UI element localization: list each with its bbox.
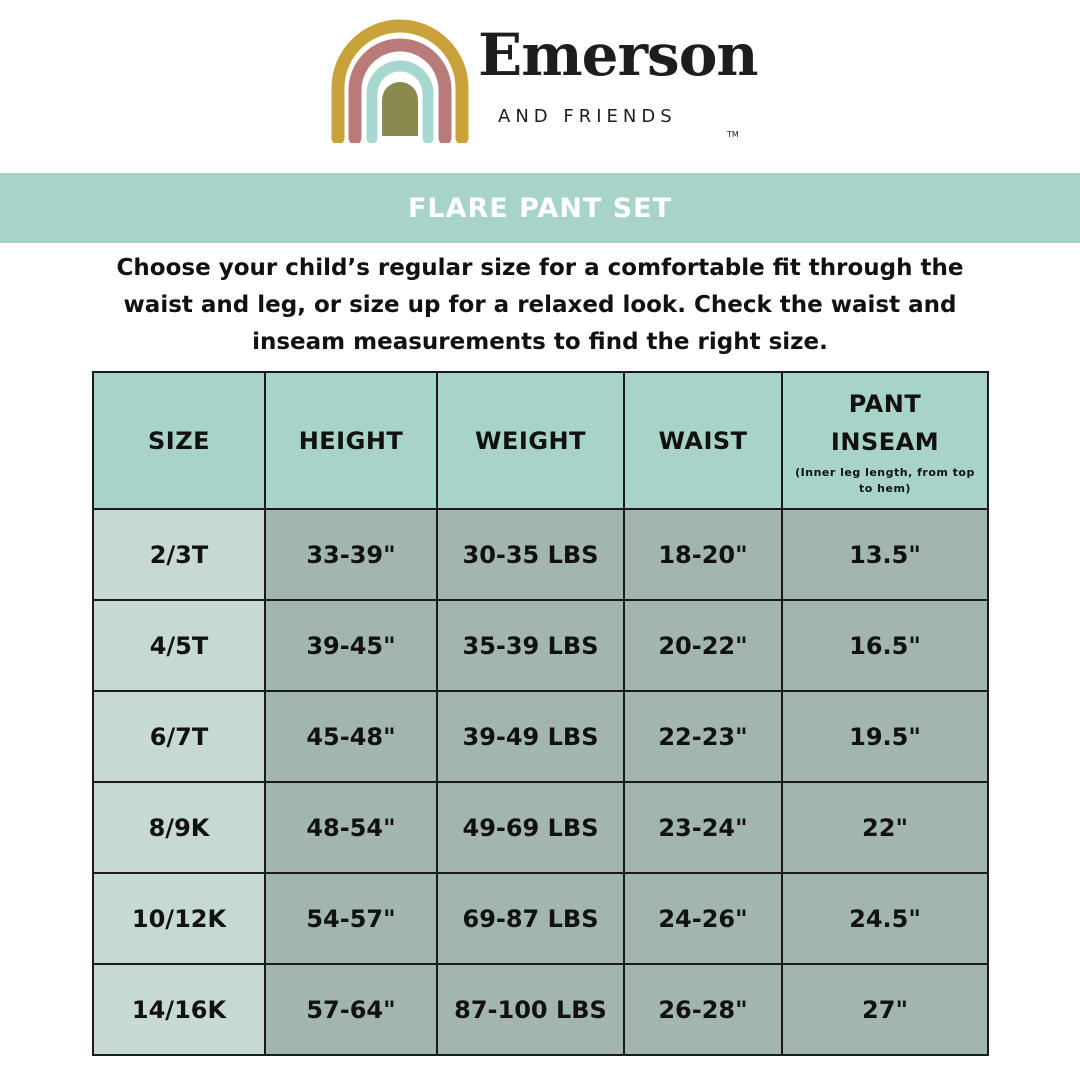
header-size: SIZE <box>93 372 265 509</box>
inseam-cell: 24.5" <box>782 873 988 964</box>
table-row <box>93 600 988 691</box>
weight-cell: 35-39 LBS <box>437 600 624 691</box>
weight-cell: 49-69 LBS <box>437 782 624 873</box>
inseam-cell: 19.5" <box>782 691 988 782</box>
brand-name: Emerson <box>478 21 758 89</box>
height-cell: 48-54" <box>265 782 437 873</box>
size-cell: 6/7T <box>93 691 265 782</box>
header-height: HEIGHT <box>265 372 437 509</box>
height-cell: 57-64" <box>265 964 437 1055</box>
title-banner <box>0 173 1080 243</box>
height-cell: 54-57" <box>265 873 437 964</box>
waist-cell: 24-26" <box>624 873 782 964</box>
size-cell: 8/9K <box>93 782 265 873</box>
inseam-cell: 13.5" <box>782 509 988 600</box>
waist-cell: 18-20" <box>624 509 782 600</box>
page-title: FLARE PANT SET <box>407 192 673 224</box>
height-cell: 39-45" <box>265 600 437 691</box>
waist-cell: 22-23" <box>624 691 782 782</box>
brand-logo <box>330 8 758 148</box>
inseam-cell: 22" <box>782 782 988 873</box>
weight-cell: 30-35 LBS <box>437 509 624 600</box>
table-header-row <box>93 372 988 509</box>
header-inseam-line1: PANT <box>848 389 922 418</box>
table-row <box>93 691 988 782</box>
waist-cell: 20-22" <box>624 600 782 691</box>
height-cell: 45-48" <box>265 691 437 782</box>
waist-cell: 26-28" <box>624 964 782 1055</box>
table-row <box>93 509 988 600</box>
rainbow-logo-icon <box>330 8 470 143</box>
weight-cell: 69-87 LBS <box>437 873 624 964</box>
header-inseam-line2: INSEAM <box>830 427 940 456</box>
header-inseam-note: (Inner leg length, from top to hem) <box>795 465 975 495</box>
size-cell: 2/3T <box>93 509 265 600</box>
intro-text: Choose your child’s regular size for a comfortable fit through the waist and leg, or size up for a relaxed look. Check the waist and inseam measurements to find the right size. <box>116 255 964 355</box>
weight-cell: 39-49 LBS <box>437 691 624 782</box>
table-row <box>93 964 988 1055</box>
trademark-mark: TM <box>727 130 739 139</box>
height-cell: 33-39" <box>265 509 437 600</box>
waist-cell: 23-24" <box>624 782 782 873</box>
table-row <box>93 782 988 873</box>
weight-cell: 87-100 LBS <box>437 964 624 1055</box>
header-weight: WEIGHT <box>437 372 624 509</box>
inseam-cell: 27" <box>782 964 988 1055</box>
header-waist: WAIST <box>624 372 782 509</box>
size-cell: 4/5T <box>93 600 265 691</box>
brand-subtitle: AND FRIENDS <box>498 106 677 127</box>
size-cell: 14/16K <box>93 964 265 1055</box>
size-cell: 10/12K <box>93 873 265 964</box>
size-chart-table <box>92 371 989 1056</box>
header-inseam <box>782 372 988 509</box>
table-row <box>93 873 988 964</box>
inseam-cell: 16.5" <box>782 600 988 691</box>
